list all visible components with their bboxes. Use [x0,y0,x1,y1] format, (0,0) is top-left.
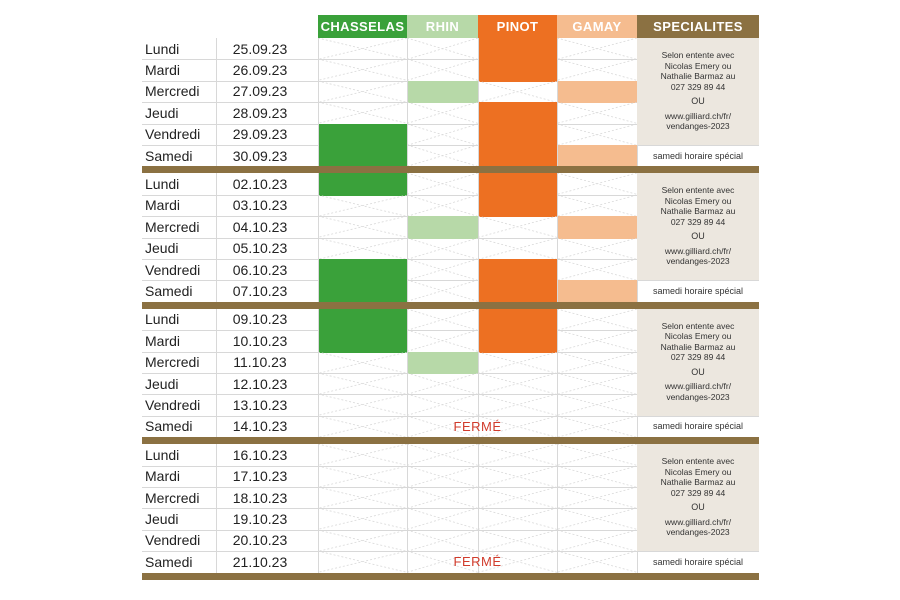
cross-hatch-pattern [478,466,557,487]
empty-slot [557,394,637,415]
empty-slot [557,195,637,216]
empty-slot [557,238,637,259]
specialites-line: 027 329 89 44 [670,352,726,363]
cross-hatch-pattern [478,216,557,237]
date-cell: 29.09.23 [232,126,288,143]
cross-hatch-pattern [557,444,637,465]
date-cell: 20.10.23 [232,532,288,549]
column-header-specialites: SPECIALITES [637,15,759,38]
specialites-saturday-note: samedi horaire spécial [652,421,744,432]
empty-slot [407,124,478,145]
specialites-line: vendanges-2023 [666,256,730,267]
empty-slot [557,309,637,330]
date-cell: 26.09.23 [232,62,288,79]
date-cell: 28.09.23 [232,104,288,121]
cross-hatch-pattern [407,38,478,59]
specialites-saturday-note: samedi horaire spécial [652,286,744,297]
cross-hatch-pattern [557,38,637,59]
cross-hatch-pattern [318,59,407,80]
specialites-line: vendanges-2023 [666,121,730,131]
empty-slot [407,238,478,259]
empty-slot [318,216,407,237]
specialites-line: Selon entente avec [661,185,735,196]
harvest-slot-rhin [407,81,478,103]
empty-slot [478,394,557,415]
cross-hatch-pattern [557,373,637,394]
cross-hatch-pattern [407,373,478,394]
cross-hatch-pattern [557,508,637,529]
cross-hatch-pattern [407,530,478,551]
cross-hatch-pattern [318,38,407,59]
date-cell: 16.10.23 [232,446,288,463]
week-separator [142,302,759,309]
empty-slot [407,309,478,330]
cross-hatch-pattern [318,81,407,102]
cross-hatch-pattern [318,216,407,237]
empty-slot [557,330,637,351]
empty-slot [318,195,407,216]
cross-hatch-pattern [557,238,637,259]
specialites-or: OU [691,366,705,377]
specialites-line: Nicolas Emery ou [664,60,732,71]
empty-slot [318,81,407,102]
specialites-line: Selon entente avec [661,50,735,60]
day-name: Vendredi [145,397,201,414]
cross-hatch-pattern [557,195,637,216]
empty-slot [318,38,407,59]
harvest-slot-gamay [557,280,637,302]
week-separator [142,573,759,580]
cross-hatch-pattern [318,352,407,373]
harvest-slot-pinot [478,195,557,217]
empty-slot [478,466,557,487]
empty-slot [557,124,637,145]
empty-slot [557,173,637,194]
harvest-slot-rhin [407,352,478,374]
empty-slot [557,373,637,394]
grid-line [557,38,558,166]
specialites-or: OU [691,502,705,513]
column-header-gamay: GAMAY [557,15,637,38]
cross-hatch-pattern [318,102,407,123]
harvest-slot-pinot [478,59,557,81]
cross-hatch-pattern [318,195,407,216]
empty-slot [557,508,637,529]
specialites-line: vendanges-2023 [666,391,730,402]
empty-slot [407,530,478,551]
harvest-slot-chasselas [318,309,407,331]
date-cell: 12.10.23 [232,375,288,392]
cross-hatch-pattern [318,394,407,415]
cross-hatch-pattern [478,373,557,394]
empty-slot [557,444,637,465]
specialites-line: 027 329 89 44 [670,81,726,92]
cross-hatch-pattern [478,530,557,551]
date-cell: 03.10.23 [232,197,288,214]
cross-hatch-pattern [407,466,478,487]
cross-hatch-pattern [407,508,478,529]
date-cell: 17.10.23 [232,468,288,485]
empty-slot [407,173,478,194]
cross-hatch-pattern [557,102,637,123]
empty-slot [557,530,637,551]
day-name: Lundi [145,446,180,463]
grid-line [216,444,217,572]
harvest-slot-pinot [478,38,557,60]
cross-hatch-pattern [318,238,407,259]
specialites-line: 027 329 89 44 [670,216,726,227]
harvest-slot-chasselas [318,280,407,302]
empty-slot [318,466,407,487]
empty-slot [478,530,557,551]
cross-hatch-pattern [557,466,637,487]
harvest-slot-gamay [557,216,637,238]
day-name: Mardi [145,62,181,79]
cross-hatch-pattern [318,373,407,394]
week-block [142,444,759,572]
specialites-line: Nathalie Barmaz au [660,71,736,81]
empty-slot [318,238,407,259]
grid-line [478,173,479,301]
specialites-or: OU [691,96,705,106]
date-cell: 14.10.23 [232,418,288,435]
empty-slot [318,487,407,508]
cross-hatch-pattern [557,124,637,145]
cross-hatch-pattern [557,330,637,351]
day-name: Jeudi [145,511,179,528]
cross-hatch-pattern [478,508,557,529]
harvest-slot-pinot [478,259,557,281]
specialites-or: OU [691,231,705,242]
specialites-line: Selon entente avec [661,456,735,467]
empty-slot [407,487,478,508]
empty-slot [407,259,478,280]
date-cell: 05.10.23 [232,240,288,257]
day-name: Mardi [145,197,181,214]
empty-slot [318,59,407,80]
date-cell: 13.10.23 [232,397,288,414]
cross-hatch-pattern [407,195,478,216]
empty-slot [478,508,557,529]
week-separator [142,166,759,173]
grid-line [216,309,217,437]
empty-slot [557,487,637,508]
date-cell: 25.09.23 [232,40,288,57]
cross-hatch-pattern [478,487,557,508]
cross-hatch-pattern [407,238,478,259]
cross-hatch-pattern [318,466,407,487]
day-name: Jeudi [145,375,179,392]
date-cell: 30.09.23 [232,147,288,164]
cross-hatch-pattern [407,444,478,465]
day-name: Mercredi [145,218,200,235]
day-name: Samedi [145,283,193,300]
week-block [142,173,759,301]
specialites-info-box [637,38,759,145]
harvest-slot-pinot [478,330,557,352]
empty-slot [557,59,637,80]
specialites-info-box [637,444,759,551]
week-block [142,38,759,166]
cross-hatch-pattern [407,173,478,194]
day-name: Lundi [145,311,180,328]
cross-hatch-pattern [478,81,557,102]
specialites-line: www.gilliard.ch/fr/ [664,381,732,392]
grid-line [318,38,319,166]
column-header-pinot: PINOT [478,15,557,38]
empty-slot [318,102,407,123]
harvest-slot-chasselas [318,259,407,281]
harvest-slot-chasselas [318,124,407,146]
cross-hatch-pattern [478,352,557,373]
empty-slot [407,59,478,80]
date-cell: 10.10.23 [232,332,288,349]
week-block [142,309,759,437]
harvest-slot-pinot [478,173,557,195]
empty-slot [407,373,478,394]
date-cell: 06.10.23 [232,261,288,278]
day-name: Jeudi [145,104,179,121]
specialites-line: Nicolas Emery ou [664,195,732,206]
grid-line [478,38,479,166]
cross-hatch-pattern [407,394,478,415]
specialites-info-box [637,173,759,280]
day-name: Vendredi [145,532,201,549]
grid-line [216,38,217,166]
date-cell: 19.10.23 [232,511,288,528]
cross-hatch-pattern [407,487,478,508]
day-name: Lundi [145,176,180,193]
empty-slot [407,466,478,487]
cross-hatch-pattern [478,394,557,415]
harvest-slot-pinot [478,309,557,331]
column-header-rhin: RHIN [407,15,478,38]
date-cell: 09.10.23 [232,311,288,328]
specialites-line: Nathalie Barmaz au [660,206,736,217]
cross-hatch-pattern [407,145,478,166]
day-name: Samedi [145,147,193,164]
day-name: Vendredi [145,126,201,143]
closed-label: FERMÉ [453,554,502,570]
cross-hatch-pattern [407,330,478,351]
specialites-line: 027 329 89 44 [670,487,726,498]
cross-hatch-pattern [557,259,637,280]
empty-slot [407,38,478,59]
specialites-line: Selon entente avec [661,320,735,331]
cross-hatch-pattern [407,259,478,280]
empty-slot [557,259,637,280]
cross-hatch-pattern [557,173,637,194]
specialites-info-box [637,309,759,416]
specialites-line: vendanges-2023 [666,527,730,538]
specialites-saturday-note: samedi horaire spécial [652,556,744,567]
cross-hatch-pattern [407,102,478,123]
cross-hatch-pattern [318,444,407,465]
cross-hatch-pattern [557,487,637,508]
grid-line [407,38,408,166]
grid-line [216,173,217,301]
empty-slot [478,216,557,237]
day-name: Vendredi [145,261,201,278]
day-name: Jeudi [145,240,179,257]
grid-line [407,173,408,301]
empty-slot [478,487,557,508]
cross-hatch-pattern [318,487,407,508]
empty-slot [478,238,557,259]
date-cell: 21.10.23 [232,553,288,570]
cross-hatch-pattern [407,280,478,301]
harvest-schedule-table [142,15,759,597]
day-name: Samedi [145,553,193,570]
cross-hatch-pattern [557,394,637,415]
empty-slot [407,444,478,465]
harvest-slot-chasselas [318,173,407,195]
specialites-line: www.gilliard.ch/fr/ [664,516,732,527]
date-cell: 07.10.23 [232,283,288,300]
specialites-line: Nathalie Barmaz au [660,341,736,352]
date-cell: 27.09.23 [232,83,288,100]
empty-slot [318,352,407,373]
empty-slot [407,280,478,301]
empty-slot [557,466,637,487]
harvest-slot-chasselas [318,145,407,167]
day-name: Mardi [145,332,181,349]
closed-label: FERMÉ [453,418,502,434]
empty-slot [478,373,557,394]
empty-slot [407,330,478,351]
harvest-slot-gamay [557,145,637,167]
cross-hatch-pattern [407,59,478,80]
empty-slot [318,373,407,394]
day-name: Mardi [145,468,181,485]
empty-slot [407,195,478,216]
date-cell: 18.10.23 [232,489,288,506]
specialites-line: Nicolas Emery ou [664,331,732,342]
date-cell: 02.10.23 [232,176,288,193]
cross-hatch-pattern [407,309,478,330]
empty-slot [478,352,557,373]
day-name: Samedi [145,418,193,435]
day-name: Mercredi [145,354,200,371]
empty-slot [318,530,407,551]
cross-hatch-pattern [318,530,407,551]
day-name: Lundi [145,40,180,57]
cross-hatch-pattern [557,309,637,330]
harvest-slot-gamay [557,81,637,103]
harvest-slot-rhin [407,216,478,238]
cross-hatch-pattern [478,444,557,465]
harvest-slot-pinot [478,102,557,124]
date-cell: 04.10.23 [232,218,288,235]
empty-slot [557,102,637,123]
cross-hatch-pattern [407,124,478,145]
week-separator [142,437,759,444]
empty-slot [557,352,637,373]
grid-line [318,173,319,301]
empty-slot [407,145,478,166]
empty-slot [318,394,407,415]
empty-slot [478,444,557,465]
empty-slot [407,508,478,529]
specialites-line: Nathalie Barmaz au [660,477,736,488]
cross-hatch-pattern [557,530,637,551]
empty-slot [318,508,407,529]
cross-hatch-pattern [557,352,637,373]
cross-hatch-pattern [478,238,557,259]
empty-slot [557,38,637,59]
harvest-slot-pinot [478,145,557,167]
date-cell: 11.10.23 [233,354,287,371]
column-header-chasselas: CHASSELAS [318,15,407,38]
empty-slot [318,444,407,465]
cross-hatch-pattern [557,59,637,80]
harvest-slot-pinot [478,280,557,302]
day-name: Mercredi [145,489,200,506]
specialites-line: www.gilliard.ch/fr/ [664,245,732,256]
cross-hatch-pattern [318,508,407,529]
specialites-line: www.gilliard.ch/fr/ [664,110,732,121]
harvest-slot-chasselas [318,330,407,352]
empty-slot [407,394,478,415]
empty-slot [407,102,478,123]
specialites-line: Nicolas Emery ou [664,466,732,477]
harvest-slot-pinot [478,124,557,146]
grid-line [557,173,558,301]
day-name: Mercredi [145,83,200,100]
empty-slot [478,81,557,102]
specialites-saturday-note: samedi horaire spécial [652,150,744,161]
